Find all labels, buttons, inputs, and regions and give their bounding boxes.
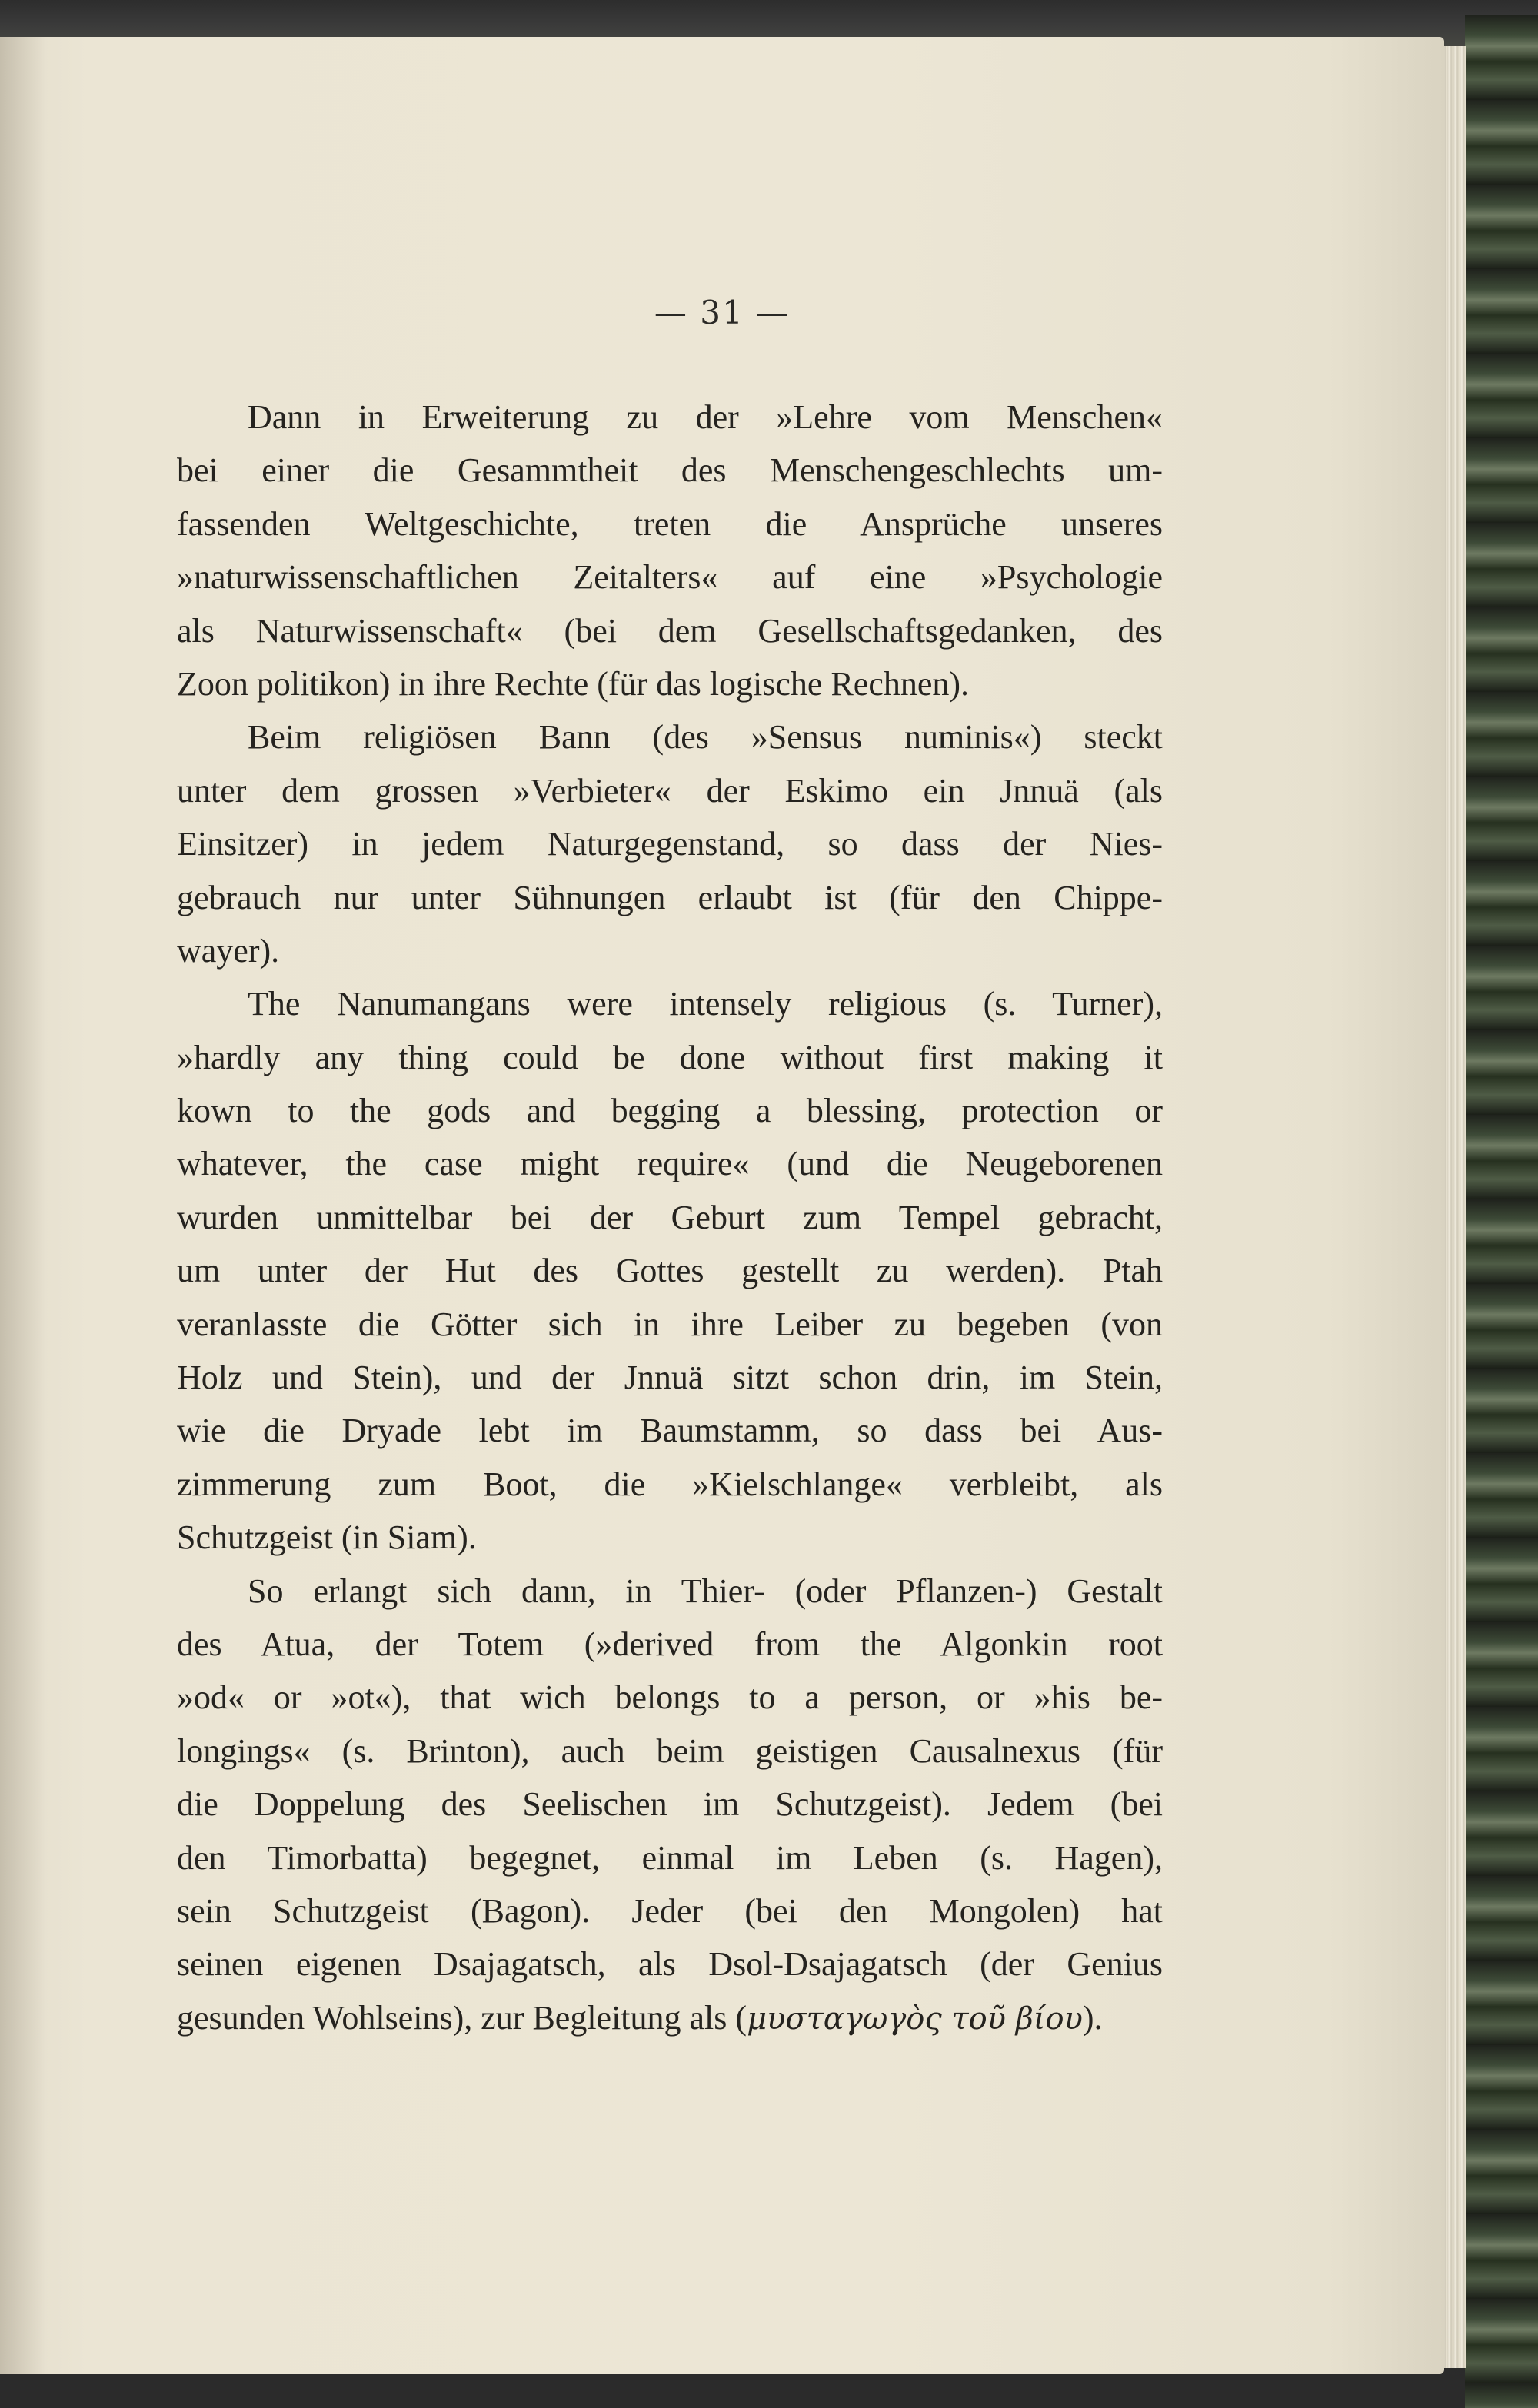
body-text bbox=[177, 391, 1163, 2044]
text-line: veranlasste die Götter sich in ihre Leiber zu begeben (von bbox=[177, 1305, 1163, 1343]
text-line: »od« or »ot«), that wich belongs to a person, or »his be- bbox=[177, 1678, 1163, 1717]
text-line: wurden unmittelbar bei der Geburt zum Tempel gebracht, bbox=[177, 1198, 1163, 1236]
text-line: Beim religiösen Bann (des »Sensus numinis«) steckt bbox=[248, 718, 1163, 757]
text-line: longings« (s. Brinton), auch beim geistigen Causalnexus (für bbox=[177, 1731, 1163, 1770]
page-number: — 31 — bbox=[654, 294, 791, 331]
text-line: seinen eigenen Dsajagatsch, als Dsol-Dsajagatsch (der Genius bbox=[177, 1945, 1163, 1984]
text-line: Dann in Erweiterung zu der »Lehre vom Menschen« bbox=[248, 398, 1163, 436]
text-line: »hardly any thing could be done without first making it bbox=[177, 1038, 1163, 1076]
text-line-final bbox=[177, 1991, 1163, 2044]
text-line: des Atua, der Totem (»derived from the Algonkin root bbox=[177, 1625, 1163, 1663]
gutter-shadow bbox=[0, 37, 46, 2374]
text-line: die Doppelung des Seelischen im Schutzgeist). Jedem (bei bbox=[177, 1785, 1163, 1824]
text-line: The Nanumangans were intensely religious (s. Turner), bbox=[248, 985, 1163, 1023]
text-line: Holz und Stein), und der Jnnuä sitzt schon drin, im Stein, bbox=[177, 1359, 1163, 1397]
greek-phrase: μυσταγωγὸς τοῦ βίου bbox=[747, 2001, 1083, 2037]
text-line: als Naturwissenschaft« (bei dem Gesellschaftsgedanken, des bbox=[177, 611, 1163, 650]
final-line-text: gesunden Wohlseins), zur Begleitung als ( bbox=[177, 1998, 747, 2037]
text-line: sein Schutzgeist (Bagon). Jeder (bei den Mongolen) hat bbox=[177, 1891, 1163, 1930]
text-line: zimmerung zum Boot, die »Kielschlange« verbleibt, als bbox=[177, 1465, 1163, 1503]
book-cover-marbled-edge bbox=[1465, 15, 1538, 2408]
text-line: unter dem grossen »Verbieter« der Eskimo ein Jnnuä (als bbox=[177, 771, 1163, 810]
text-line: um unter der Hut des Gottes gestellt zu werden). Ptah bbox=[177, 1252, 1163, 1290]
text-line: »naturwissenschaftlichen Zeitalters« auf eine »Psychologie bbox=[177, 558, 1163, 597]
text-line: So erlangt sich dann, in Thier- (oder Pflanzen-) Gestalt bbox=[248, 1572, 1163, 1610]
text-line: bei einer die Gesammtheit des Menschengeschlechts um- bbox=[177, 451, 1163, 490]
text-line: gebrauch nur unter Sühnungen erlaubt ist (für den Chippe- bbox=[177, 878, 1163, 916]
final-line-close: ). bbox=[1082, 1998, 1103, 2037]
text-line: Einsitzer) in jedem Naturgegenstand, so dass der Nies- bbox=[177, 825, 1163, 863]
text-line: den Timorbatta) begegnet, einmal im Leben (s. Hagen), bbox=[177, 1838, 1163, 1877]
text-line: kown to the gods and begging a blessing, protection or bbox=[177, 1092, 1163, 1130]
text-line: wayer). bbox=[177, 931, 280, 970]
text-line: whatever, the case might require« (und die Neugeborenen bbox=[177, 1145, 1163, 1183]
text-line: fassenden Weltgeschichte, treten die Ansprüche unseres bbox=[177, 504, 1163, 543]
text-line: wie die Dryade lebt im Baumstamm, so dass bei Aus- bbox=[177, 1412, 1163, 1450]
text-line: Zoon politikon) in ihre Rechte (für das logische Rechnen). bbox=[177, 664, 970, 703]
text-line: Schutzgeist (in Siam). bbox=[177, 1518, 477, 1557]
